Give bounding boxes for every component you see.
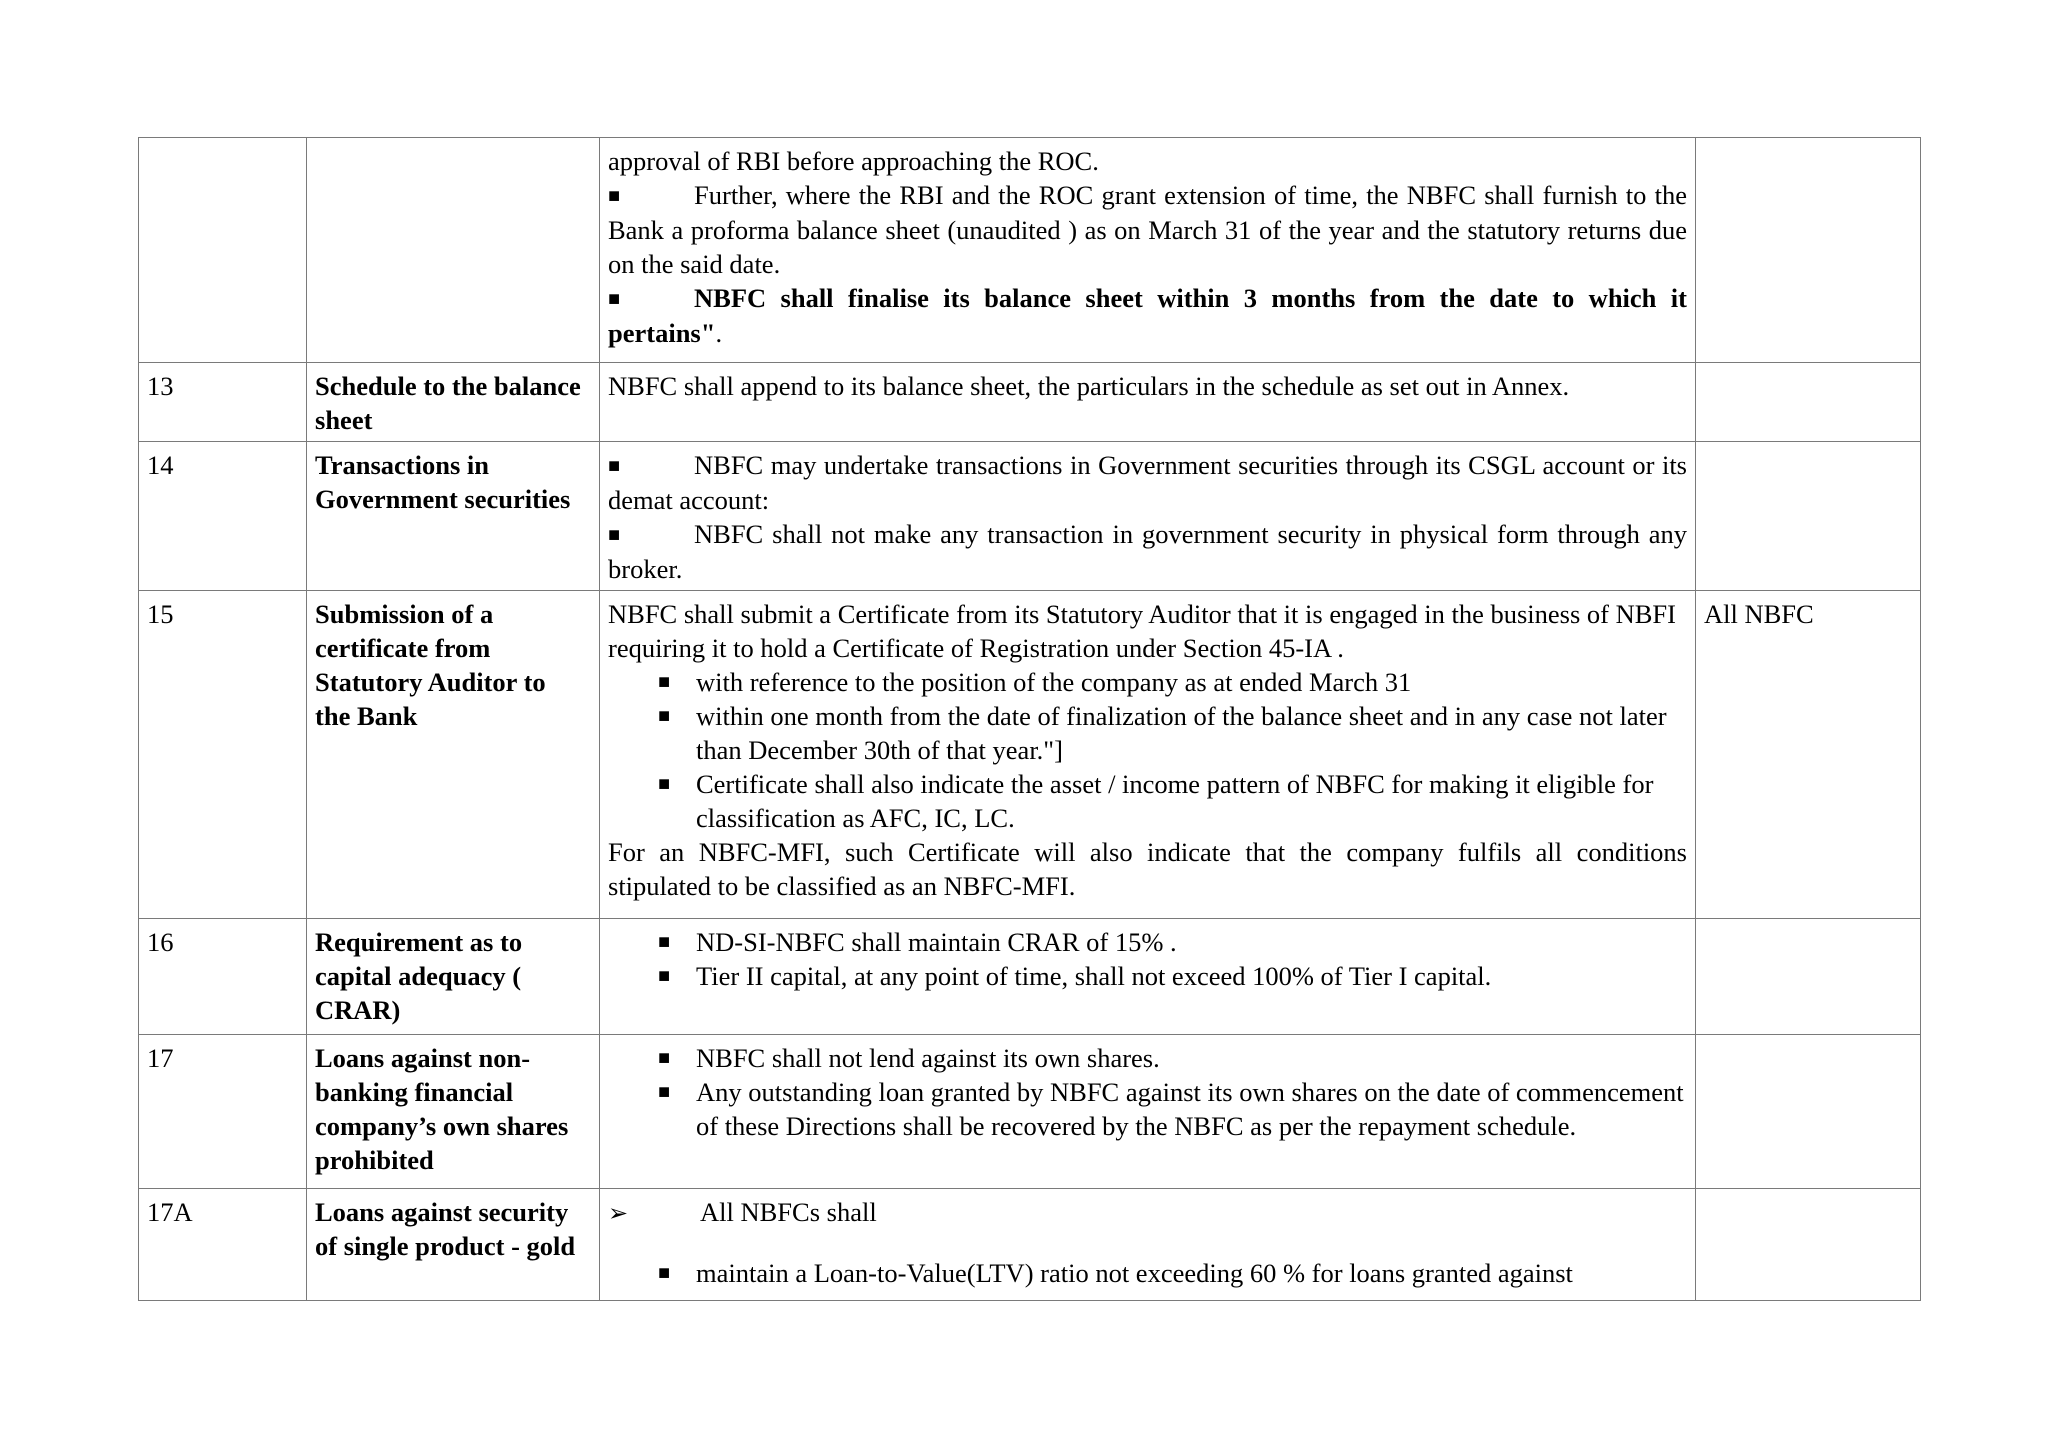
row-number: 14 [139,442,307,591]
table-row [139,442,1921,591]
list-item: ■ within one month from the date of finalization of the balance sheet and in any case not later than December 30th of that year."] [658,701,1667,765]
content-bullet-text: Further, where the RBI and the ROC grant extension of time, the NBFC shall furnish to the Bank a proforma balance sheet (unaudited ) as on March 31 of the year and the statutory returns due on the said date. [608,180,1687,279]
table-row [139,363,1921,442]
square-bullet-icon [608,517,694,552]
row-content: NBFC shall append to its balance sheet, the particulars in the schedule as set out in Annex. [600,363,1696,442]
list-item: ■ NBFC shall not lend against its own shares. [658,1043,1160,1073]
content-outro: For an NBFC-MFI, such Certificate will also indicate that the company fulfils all conditions stipulated to be classified as an NBFC-MFI. [608,837,1687,901]
list-item: ■ with reference to the position of the company as at ended March 31 [658,667,1412,697]
row-title: Submission of a certificate from Statutory Auditor to the Bank [307,591,600,919]
row-number: 13 [139,363,307,442]
square-bullet-icon [608,448,694,483]
row-content [600,1189,1696,1301]
square-bullet-icon [608,281,694,316]
square-bullet-icon: ■ [658,705,671,727]
square-bullet-icon: ■ [658,773,671,795]
row-applies-to [1696,1189,1921,1301]
row-number: 17A [139,1189,307,1301]
table-row [139,591,1921,919]
row-content [600,1035,1696,1189]
row-title: Requirement as to capital adequacy ( CRAR) [307,919,600,1035]
row-content [600,919,1696,1035]
content-bullet-text-bold: NBFC shall finalise its balance sheet within 3 months from the date to which it pertains" [608,283,1687,348]
square-bullet-icon: ■ [658,931,671,953]
row-title: Schedule to the balance sheet [307,363,600,442]
list-item: ■ ND-SI-NBFC shall maintain CRAR of 15% . [658,927,1177,957]
content-bullet-tail: . [715,318,723,348]
content-intro: NBFC shall submit a Certificate from its Statutory Auditor that it is engaged in the business of NBFI requiring it to hold a Certificate of Registration under Section 45-IA . [608,599,1676,663]
list-item: ■ Certificate shall also indicate the asset / income pattern of NBFC for making it eligible for classification as AFC, IC, LC. [658,769,1654,833]
square-bullet-icon: ■ [658,1081,671,1103]
content-text: All NBFCs shall [700,1197,877,1227]
content-text: approval of RBI before approaching the ROC. [608,146,1099,176]
row-number [139,138,307,363]
content-bullet-text: NBFC shall not make any transaction in government security in physical form through any broker. [608,519,1687,584]
row-title: Loans against non-banking financial company’s own shares prohibited [307,1035,600,1189]
row-applies-to: All NBFC [1696,591,1921,919]
square-bullet-icon [608,178,694,213]
arrow-bullet-icon: ➢ [608,1199,629,1227]
square-bullet-icon: ■ [658,671,671,693]
row-number: 16 [139,919,307,1035]
table-row [139,1189,1921,1301]
row-applies-to [1696,442,1921,591]
bullet-list [608,665,1687,835]
row-applies-to [1696,363,1921,442]
row-title: Transactions in Government securities [307,442,600,591]
content-bullet-text: NBFC may undertake transactions in Government securities through its CSGL account or its demat account: [608,450,1687,515]
list-item: ■ Any outstanding loan granted by NBFC against its own shares on the date of commencement of these Directions shall be recovered by the NBFC as per the repayment schedule. [658,1077,1684,1141]
bullet-list [608,1256,1687,1290]
row-content [600,591,1696,919]
square-bullet-icon: ■ [658,1047,671,1069]
row-applies-to [1696,919,1921,1035]
list-item: ■ maintain a Loan-to-Value(LTV) ratio not exceeding 60 % for loans granted against [658,1258,1573,1288]
directions-table [138,137,1921,1301]
table-row [139,138,1921,363]
table-row [139,1035,1921,1189]
bullet-list [608,925,1687,993]
row-applies-to [1696,1035,1921,1189]
row-content [600,138,1696,363]
row-applies-to [1696,138,1921,363]
row-number: 17 [139,1035,307,1189]
row-content [600,442,1696,591]
row-title: Loans against security of single product - gold [307,1189,600,1301]
table-row [139,919,1921,1035]
row-number: 15 [139,591,307,919]
square-bullet-icon: ■ [658,965,671,987]
row-title [307,138,600,363]
bullet-list [608,1041,1687,1143]
list-item: ■ Tier II capital, at any point of time, shall not exceed 100% of Tier I capital. [658,961,1492,991]
square-bullet-icon: ■ [658,1262,671,1284]
